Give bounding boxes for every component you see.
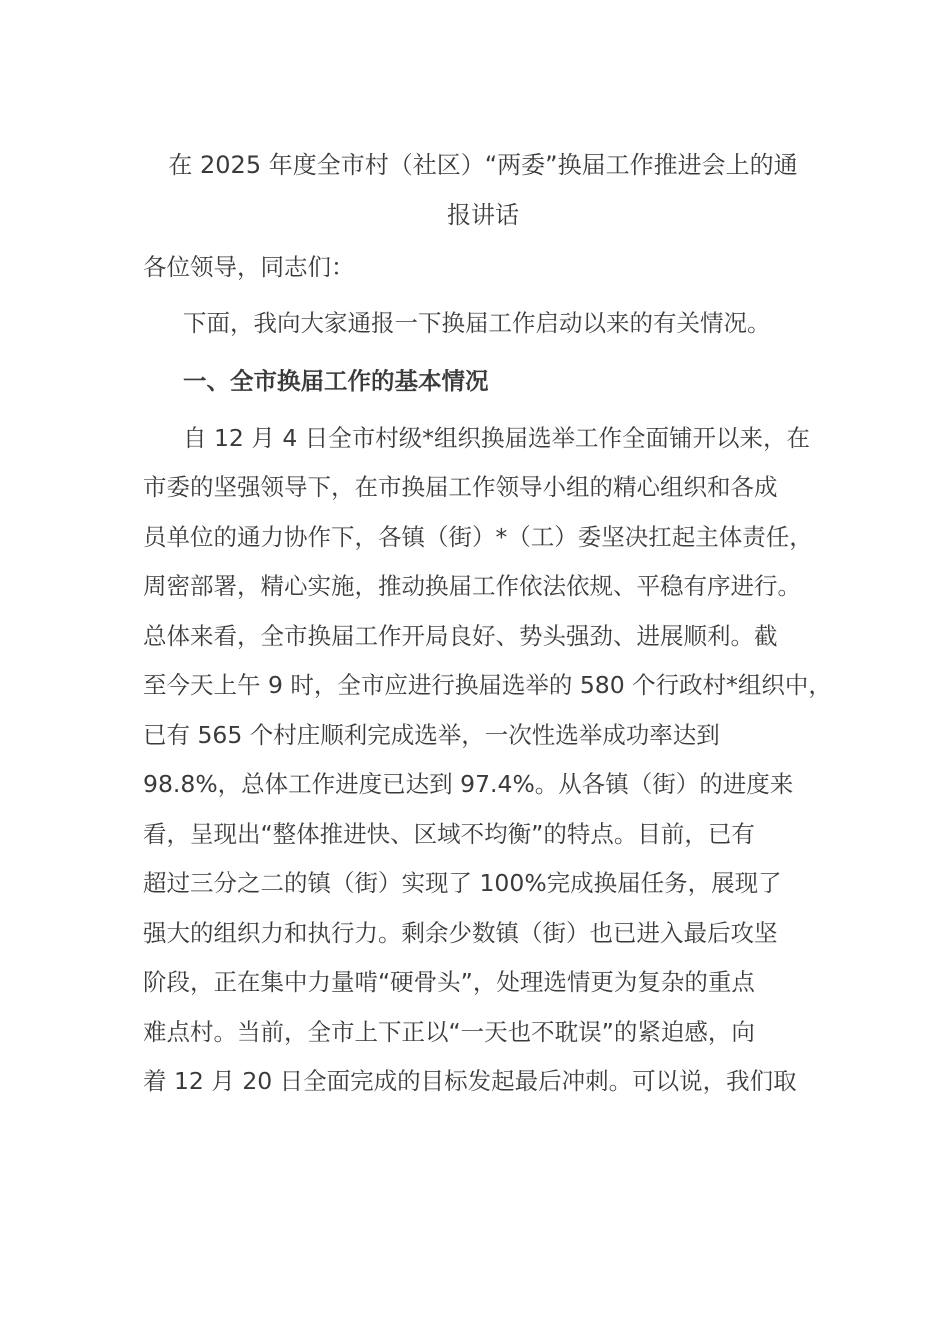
body-line: 至今天上午 9 时，全市应进行换届选举的 580 个行政村*组织中， (143, 671, 832, 699)
document-page (143, 140, 832, 1107)
body-paragraph (143, 414, 832, 1107)
salutation: 各位领导，同志们： (143, 253, 355, 281)
body-line: 看，呈现出“整体推进快、区域不均衡”的特点。目前，已有 (143, 819, 755, 848)
body-line: 98.8%，总体工作进度已达到 97.4%。从各镇（街）的进度来 (143, 770, 794, 798)
body-line: 员单位的通力协作下，各镇（街）*（工）委坚决扛起主体责任， (143, 522, 813, 551)
document-title (143, 140, 823, 240)
body-line: 已有 565 个村庄顺利完成选举，一次性选举成功率达到 (143, 720, 720, 749)
body-line: 强大的组织力和执行力。剩余少数镇（街）也已进入最后攻坚 (143, 918, 778, 947)
body-line: 阶段，正在集中力量啃“硬骨头”，处理选情更为复杂的重点 (143, 968, 755, 996)
body-line: 市委的坚强领导下，在市换届工作领导小组的精心组织和各成 (143, 473, 778, 501)
body-line: 周密部署，精心实施，推动换届工作依法依规、平稳有序进行。 (143, 572, 801, 600)
body-line: 自 12 月 4 日全市村级*组织换届选举工作全面铺开以来，在 (183, 423, 810, 452)
intro-paragraph: 下面，我向大家通报一下换届工作启动以来的有关情况。 (183, 309, 771, 337)
body-line: 总体来看，全市换届工作开局良好、势头强劲、进展顺利。截 (143, 621, 778, 650)
body-line: 超过三分之二的镇（街）实现了 100%完成换届任务，展现了 (143, 869, 782, 897)
body-line: 难点村。当前，全市上下正以“一天也不耽误”的紧迫感，向 (143, 1017, 755, 1046)
body-line: 着 12 月 20 日全面完成的目标发起最后冲刺。可以说，我们取 (143, 1067, 797, 1095)
title-line: 在 2025 年度全市村（社区）“两委”换届工作推进会上的通 (168, 151, 798, 179)
title-line: 报讲话 (447, 201, 519, 229)
section-heading: 一、全市换届工作的基本情况 (183, 366, 489, 395)
